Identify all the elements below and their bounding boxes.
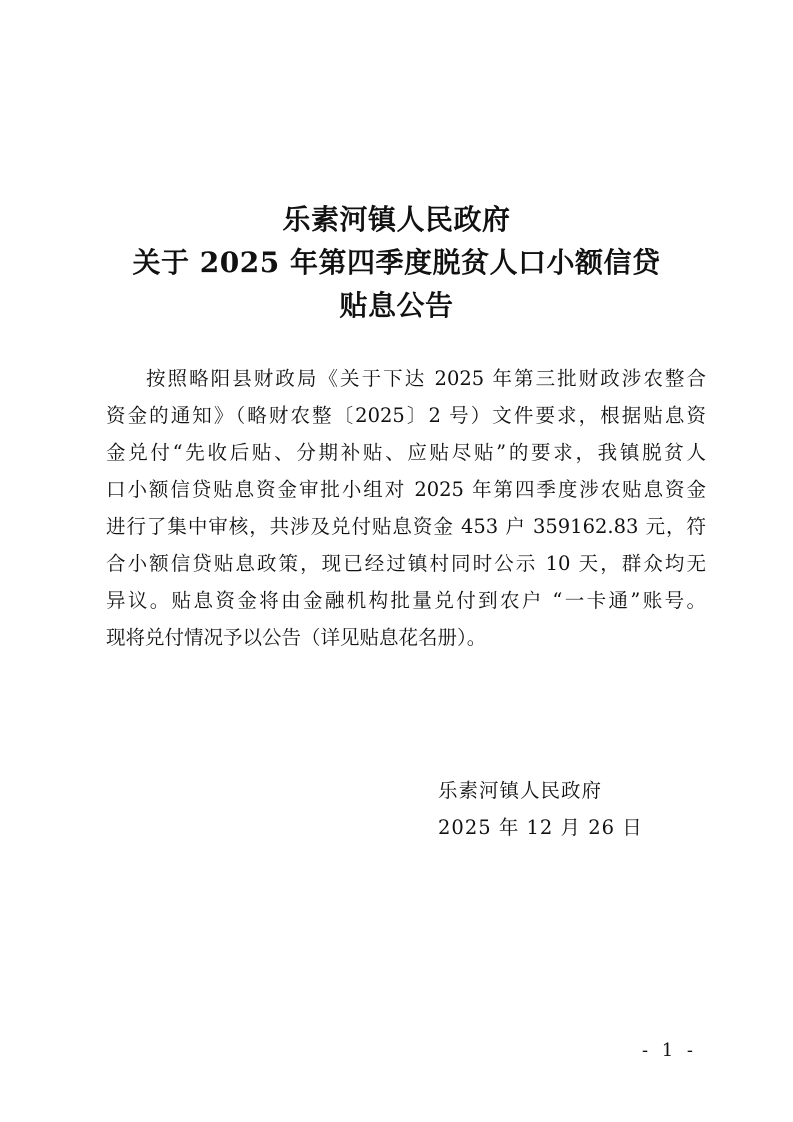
document-title (0, 198, 793, 327)
page-number: - 1 - (641, 1040, 697, 1061)
body-line-3: 金兑付“先收后贴、分期补贴、应贴尽贴”的要求，我镇脱贫人 (106, 441, 706, 464)
issuer-name: 乐素河镇人民政府 (438, 779, 603, 802)
title-line-2: 关于 2025 年第四季度脱贫人口小额信贷 (132, 246, 661, 279)
announcement-body (106, 360, 706, 656)
body-line-6: 合小额信贷贴息政策，现已经过镇村同时公示 10 天，群众均无 (106, 552, 706, 575)
body-line-8: 现将兑付情况予以公告（详见贴息花名册）。 (106, 626, 487, 649)
body-line-5: 进行了集中审核，共涉及兑付贴息资金 453 户 359162.83 元，符 (106, 515, 706, 538)
body-line-2: 资金的通知》（略财农整〔2025〕2 号）文件要求，根据贴息资 (106, 404, 706, 427)
title-line-3: 贴息公告 (339, 289, 454, 322)
signature-block (438, 772, 643, 846)
body-line-7: 异议。贴息资金将由金融机构批量兑付到农户 “一卡通”账号。 (106, 589, 706, 612)
body-line-4: 口小额信贷贴息资金审批小组对 2025 年第四季度涉农贴息资金 (106, 478, 706, 501)
title-line-1: 乐素河镇人民政府 (282, 203, 511, 236)
issue-date: 2025 年 12 月 26 日 (438, 816, 643, 839)
body-line-1: 按照略阳县财政局《关于下达 2025 年第三批财政涉农整合 (146, 367, 706, 390)
